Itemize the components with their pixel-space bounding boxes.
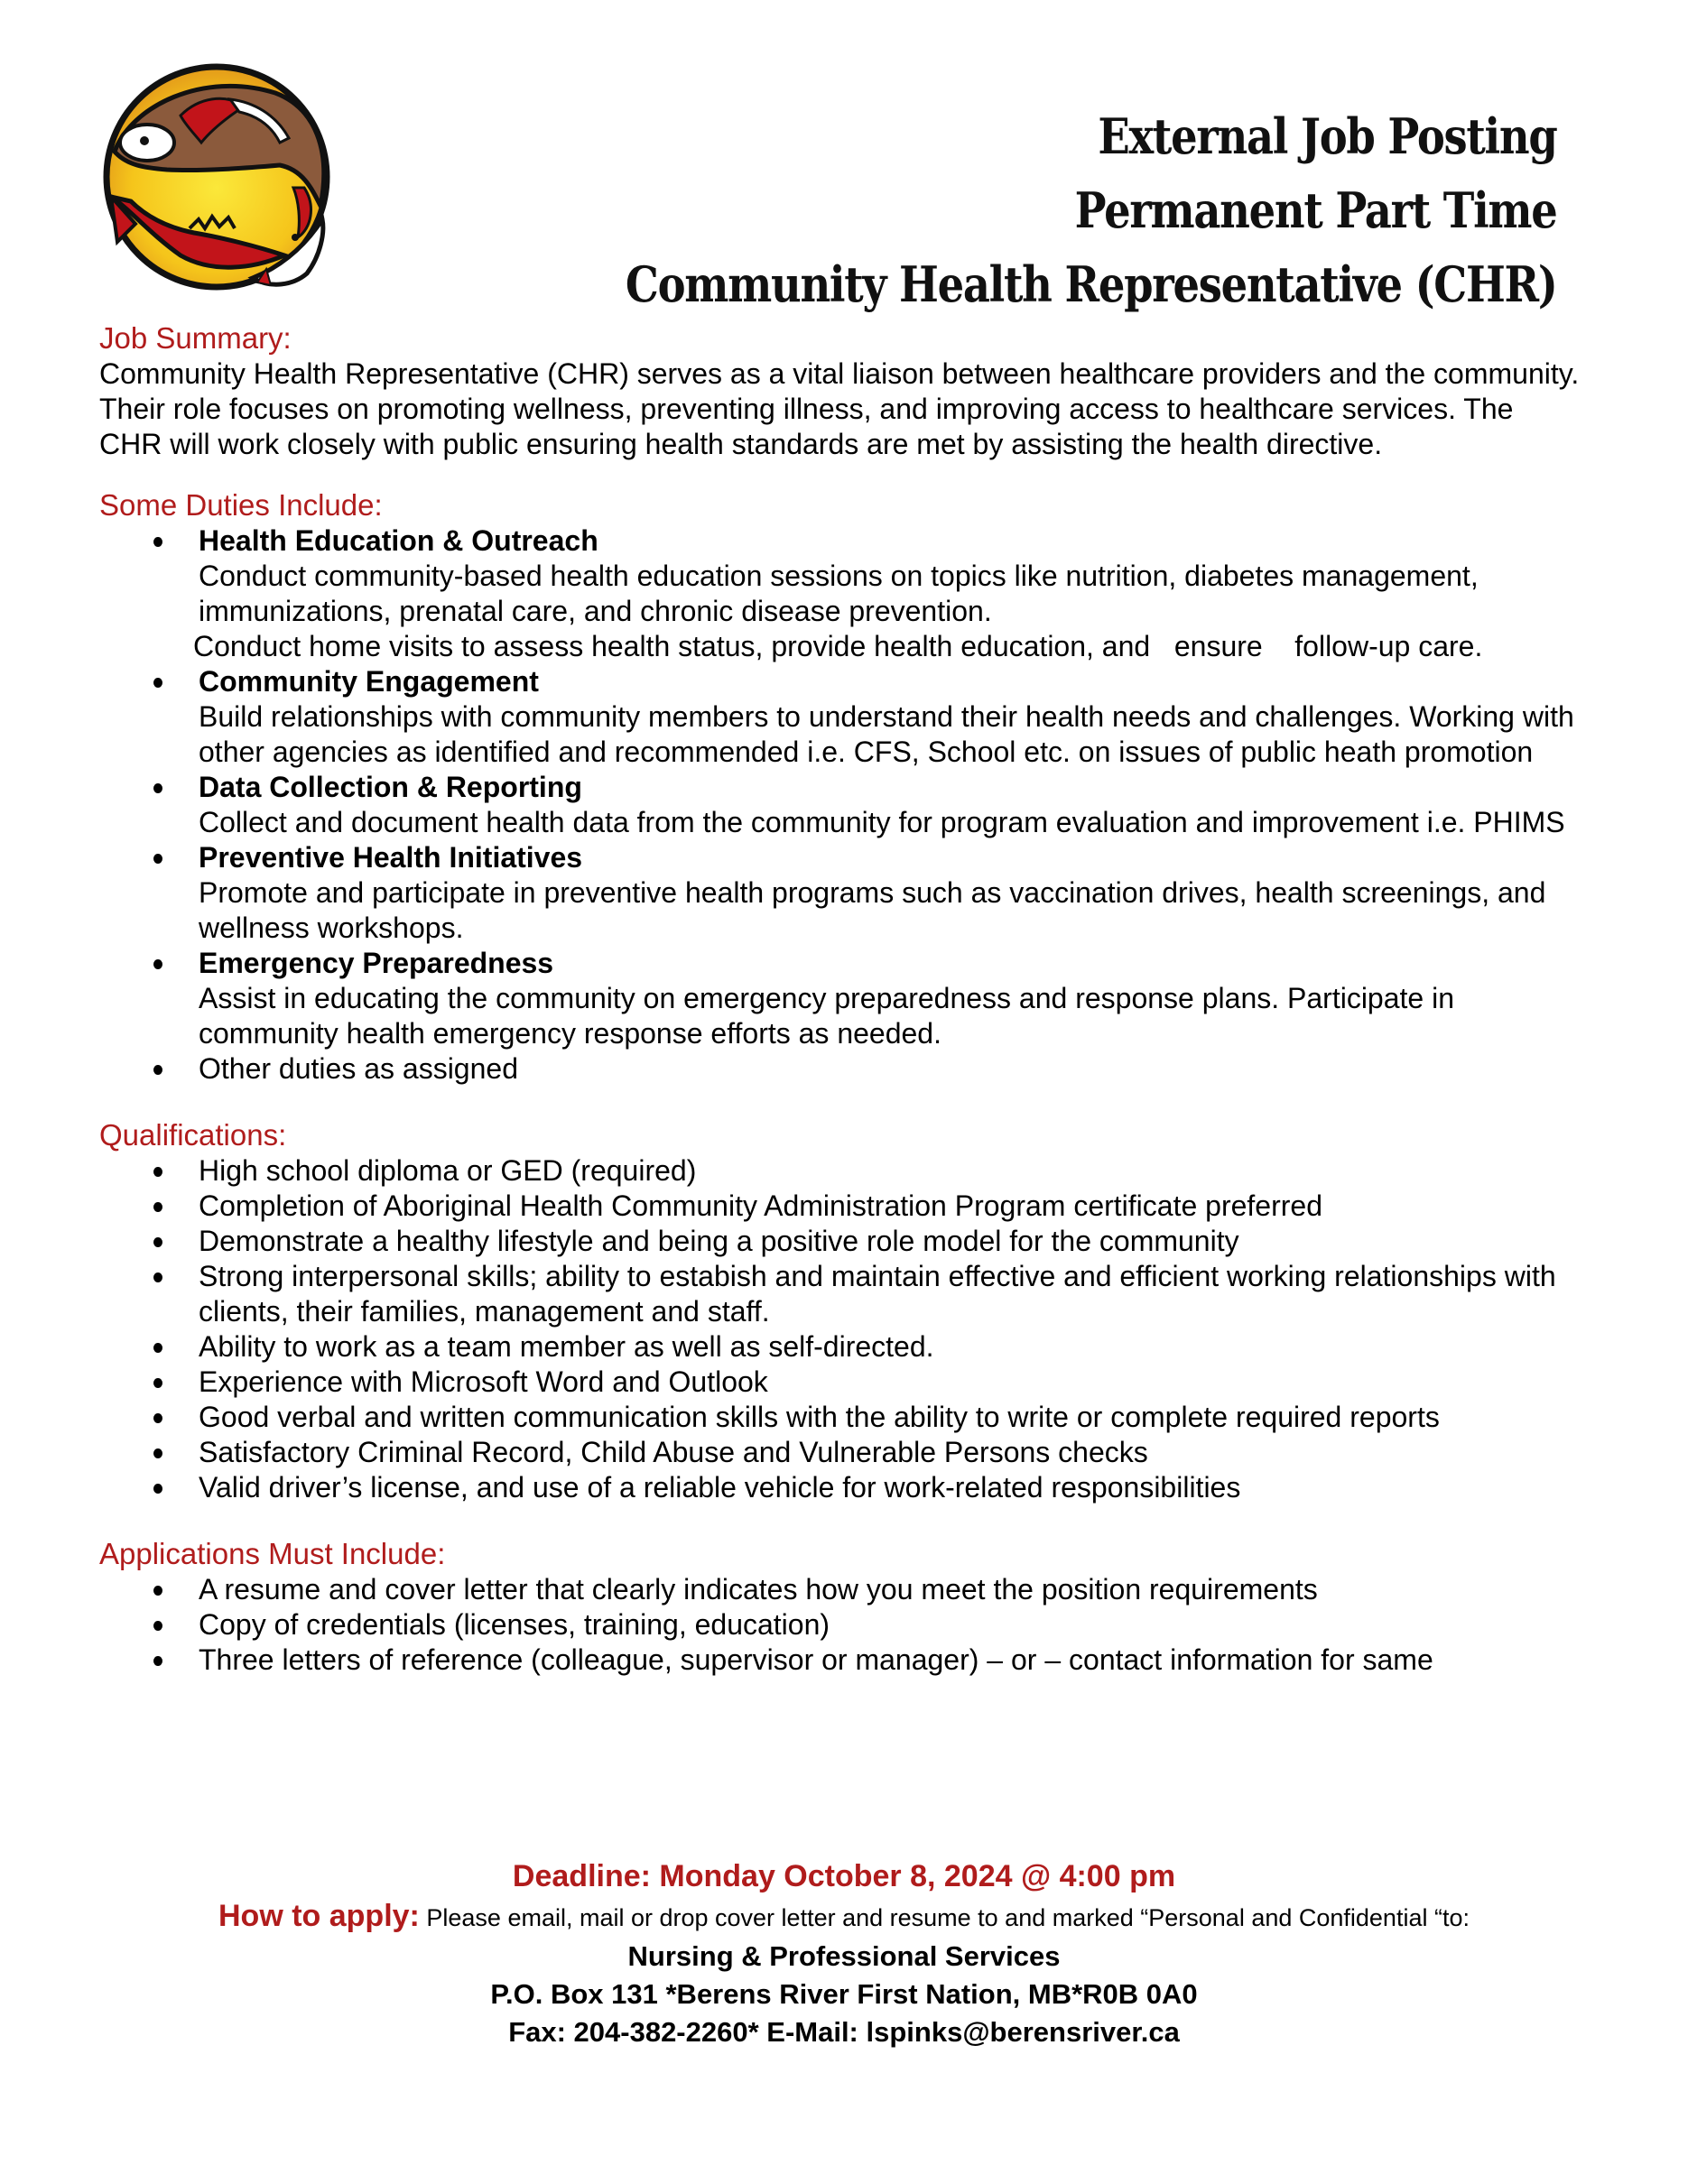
duty-item <box>99 523 1580 664</box>
how-to-apply-label: How to apply: <box>218 1899 420 1933</box>
application-item <box>99 1572 1580 1607</box>
job-summary-text: Community Health Representative (CHR) serves as a vital liaison between healthcare providers and the community. Their role focuses on promoting wellness, preventing illness, and improving access to healthcare services. The CHR will work closely with public ensuring health standards are met by assisting the health directive. <box>99 357 1580 460</box>
qualification-text: Ability to work as a team member as well as self-directed. <box>199 1330 934 1363</box>
duty-item <box>99 946 1580 1051</box>
duty-description: Conduct community-based health education sessions on topics like nutrition, diabetes management, immunizations, prenatal care, and chronic disease prevention. <box>199 560 1479 627</box>
applications-heading: Applications Must Include: <box>99 1537 446 1570</box>
duties-list <box>99 523 1580 1087</box>
job-summary-section <box>99 320 1580 462</box>
duty-description: Collect and document health data from the community for program evaluation and improvement i.e. PHIMS <box>199 806 1565 838</box>
application-text: Three letters of reference (colleague, supervisor or manager) – or – contact information for same <box>199 1643 1433 1676</box>
duties-section <box>99 487 1580 1087</box>
bullet-icon <box>153 1343 162 1353</box>
bullet-icon <box>153 678 162 688</box>
job-summary-heading: Job Summary: <box>99 321 292 355</box>
bullet-icon <box>153 1586 162 1596</box>
qualification-text: Valid driver’s license, and use of a reliable vehicle for work-related responsibilities <box>199 1471 1241 1504</box>
application-text: Copy of credentials (licenses, training, education) <box>199 1608 830 1641</box>
duty-description: Assist in educating the community on emergency preparedness and response plans. Participate in community health emergency response efforts as needed. <box>199 982 1454 1050</box>
qualification-text: Demonstrate a healthy lifestyle and being a positive role model for the community <box>199 1225 1239 1257</box>
applications-list <box>99 1572 1580 1678</box>
qualification-item <box>99 1259 1580 1329</box>
bullet-icon <box>153 1448 162 1458</box>
application-text: A resume and cover letter that clearly indicates how you meet the position requirements <box>199 1573 1318 1606</box>
duties-heading: Some Duties Include: <box>99 488 383 522</box>
duty-item <box>99 664 1580 770</box>
posting-type-title: External Job Posting <box>1098 107 1557 165</box>
duty-title: Emergency Preparedness <box>199 947 554 979</box>
organization-name: Nursing & Professional Services <box>627 1940 1061 1972</box>
qualification-text: Completion of Aboriginal Health Community Administration Program certificate preferred <box>199 1189 1322 1222</box>
how-to-apply-text: Please email, mail or drop cover letter and resume to and marked “Personal and Confidential “to: <box>419 1904 1470 1931</box>
bullet-icon <box>153 1237 162 1247</box>
qualification-text: Strong interpersonal skills; ability to estabish and maintain effective and efficient working relationships with clients, their families, management and staff. <box>199 1260 1556 1328</box>
qualifications-list <box>99 1153 1580 1505</box>
posting-body <box>99 320 1580 1678</box>
bullet-icon <box>153 1413 162 1423</box>
other-duties-text: Other duties as assigned <box>199 1052 518 1085</box>
qualification-item <box>99 1435 1580 1470</box>
qualification-item <box>99 1329 1580 1365</box>
qualification-item <box>99 1189 1580 1224</box>
bullet-icon <box>153 1378 162 1388</box>
bullet-icon <box>153 537 162 547</box>
qualification-item <box>99 1400 1580 1435</box>
employment-type-title: Permanent Part Time <box>1075 181 1557 239</box>
bullet-icon <box>153 959 162 969</box>
qualification-text: High school diploma or GED (required) <box>199 1154 697 1187</box>
bullet-icon <box>153 854 162 864</box>
how-to-apply <box>0 1899 1688 1934</box>
qualification-text: Experience with Microsoft Word and Outlook <box>199 1365 768 1398</box>
duty-title: Preventive Health Initiatives <box>199 841 583 874</box>
qualifications-heading: Qualifications: <box>99 1118 287 1152</box>
application-item <box>99 1643 1580 1678</box>
duty-description: Promote and participate in preventive health programs such as vaccination drives, health screenings, and wellness workshops. <box>199 876 1546 944</box>
duty-item <box>99 770 1580 840</box>
duty-item <box>99 1051 1580 1087</box>
bullet-icon <box>153 1484 162 1494</box>
bullet-icon <box>153 783 162 793</box>
qualification-item <box>99 1224 1580 1259</box>
duty-title: Data Collection & Reporting <box>199 771 582 803</box>
duty-item <box>99 840 1580 946</box>
bullet-icon <box>153 1167 162 1177</box>
contact-info[interactable]: Fax: 204-382-2260* E-Mail: lspinks@berensriver.ca <box>508 2016 1180 2048</box>
duty-title: Community Engagement <box>199 665 539 698</box>
position-title: Community Health Representative (CHR) <box>626 255 1557 313</box>
qualifications-section <box>99 1117 1580 1505</box>
posting-title-block <box>474 99 1557 321</box>
qualification-item <box>99 1470 1580 1505</box>
qualification-text: Satisfactory Criminal Record, Child Abuse and Vulnerable Persons checks <box>199 1436 1148 1468</box>
duty-description: Build relationships with community members to understand their health needs and challenges. Working with other agencies as identified and recommended i.e. CFS, School etc. on issues of public heath promotion <box>199 700 1574 768</box>
applications-section <box>99 1536 1580 1678</box>
bullet-icon <box>153 1656 162 1666</box>
bullet-icon <box>153 1065 162 1075</box>
bullet-icon <box>153 1272 162 1282</box>
community-logo-icon <box>95 52 339 296</box>
duty-title: Health Education & Outreach <box>199 524 598 557</box>
bullet-icon <box>153 1202 162 1212</box>
duty-description-extra: Conduct home visits to assess health status, provide health education, and ensure follow-up care. <box>193 630 1483 662</box>
qualification-item <box>99 1153 1580 1189</box>
mailing-address: P.O. Box 131 *Berens River First Nation, MB*R0B 0A0 <box>490 1978 1198 2010</box>
qualification-item <box>99 1365 1580 1400</box>
application-deadline: Deadline: Monday October 8, 2024 @ 4:00 pm <box>512 1859 1176 1893</box>
application-item <box>99 1607 1580 1643</box>
qualification-text: Good verbal and written communication skills with the ability to write or complete required reports <box>199 1401 1440 1433</box>
bullet-icon <box>153 1621 162 1631</box>
